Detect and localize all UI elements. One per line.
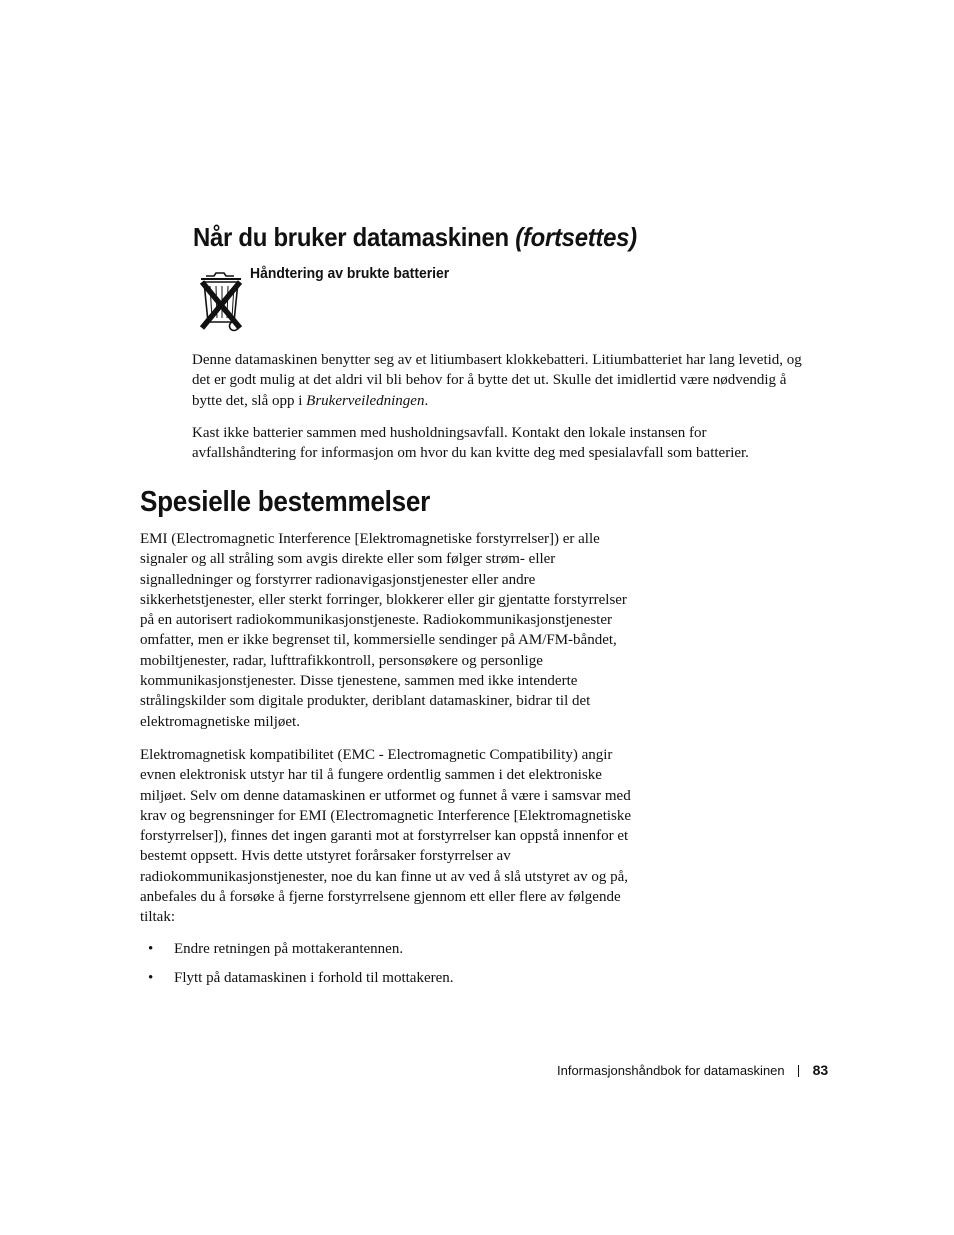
bullet-icon: • xyxy=(148,970,154,986)
list-item-text: Flytt på datamaskinen i forhold til mottakeren. xyxy=(174,970,454,986)
battery-paragraph-1 xyxy=(192,350,802,411)
battery-section-heading: Håndtering av brukte batterier xyxy=(250,265,450,282)
battery-paragraph-1-text: Denne datamaskinen benytter seg av et litiumbasert klokkebatteri. Litiumbatteriet har lang levetid, og det er godt mulig at det aldri vil bli behov for å bytte det ut. Skulle det imidlertid være nødvendig å bytte det, slå opp i xyxy=(192,352,802,409)
crossed-out-wheeled-bin-icon xyxy=(196,270,246,334)
page-title-suffix: (fortsettes) xyxy=(515,222,637,252)
footer-divider xyxy=(798,1065,799,1077)
list-item xyxy=(140,939,454,959)
list-item-text: Endre retningen på mottakerantennen. xyxy=(174,941,404,957)
emi-paragraph: EMI (Electromagnetic Interference [Elektromagnetiske forstyrrelser]) er alle signaler og all stråling som avgis direkte eller som følger strøm- eller signalledninger og forstyrrer radionavigasjonstjenester eller andre sikkerhetstjenester, eller sterkt forringer, blokkerer eller gir gjentatte forstyrrelser på en autorisert radiokommunikasjonstjeneste. Radiokommunikasjonstjenester omfatter, men er ikke begrenset til, kommersielle sendinger på AM/FM-båndet, mobiltjenester, radar, lufttrafikkontroll, personsøkere og personlige kommunikasjonstjenester. Disse tjenestene, sammen med ikke intenderte strålingskilder som digitale produkter, deriblant datamaskiner, bidrar til det elektromagnetiske miljøet. xyxy=(140,531,627,730)
battery-paragraph-2: Kast ikke batterier sammen med husholdningsavfall. Kontakt den lokale instansen for avfallshåndtering for informasjon om hvor du kan kvitte deg med spesialavfall som batterier. xyxy=(192,425,749,462)
page-title xyxy=(193,222,637,253)
list-item xyxy=(140,968,454,988)
measures-list xyxy=(140,939,454,997)
page-number: 83 xyxy=(812,1062,829,1078)
bullet-icon: • xyxy=(148,941,154,957)
page-footer xyxy=(557,1062,828,1078)
regulations-heading: Spesielle bestemmelser xyxy=(140,486,431,518)
emc-paragraph: Elektromagnetisk kompatibilitet (EMC - Electromagnetic Compatibility) angir evnen elektronisk utstyr har til å fungere ordentlig sammen i det elektroniske miljøet. Selv om denne datamaskinen er utformet og funnet å være i samsvar med krav og begrensninger for EMI (Electromagnetic Interference [Elektromagnetiske forstyrrelser]), finnes det ingen garanti mot at forstyrrelser kan oppstå innenfor et bestemt oppsett. Hvis dette utstyret forårsaker forstyrrelser av radiokommunikasjonstjenester, noe du kan finne ut av ved å slå utstyret av og på, anbefales du å forsøke å fjerne forstyrrelsene gjennom ett eller flere av følgende tiltak: xyxy=(140,747,632,926)
battery-paragraph-1-end: . xyxy=(424,392,429,409)
user-guide-reference: Brukerveiledningen xyxy=(306,392,425,409)
page-title-text: Når du bruker datamaskinen xyxy=(193,222,509,252)
footer-book-title: Informasjonshåndbok for datamaskinen xyxy=(557,1063,785,1078)
